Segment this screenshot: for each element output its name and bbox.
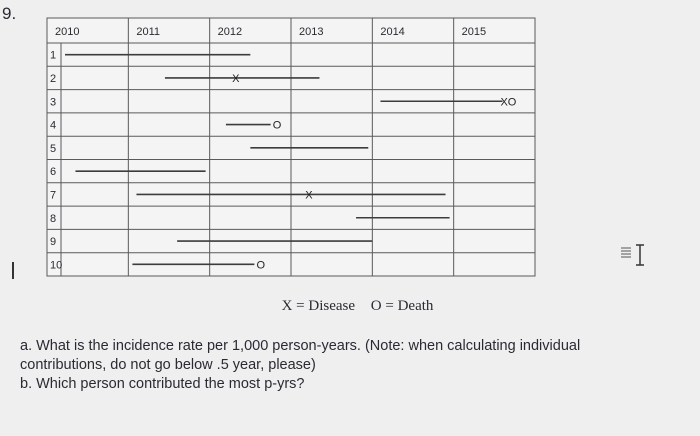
question-a: a. What is the incidence rate per 1,000 person-years. (Note: when calculating individual contributions, do not go below .5 year, please)	[20, 338, 581, 373]
questions	[20, 337, 660, 394]
question-b: b. Which person contributed the most p-yrs?	[20, 376, 305, 392]
year-header-2011: 2011	[136, 26, 160, 38]
legend-x: X = Disease	[281, 298, 356, 314]
question-number: 9.	[2, 4, 17, 23]
row-label-8: 8	[50, 212, 57, 225]
legend	[0, 298, 700, 315]
year-header-2014: 2014	[380, 26, 405, 38]
text-cursor-icon[interactable]	[617, 240, 657, 270]
row-label-7: 7	[50, 189, 57, 202]
row-label-9: 9	[50, 236, 57, 249]
event-mark-3: XO	[500, 96, 517, 109]
year-header-2010: 2010	[55, 26, 80, 38]
row-label-5: 5	[50, 142, 57, 155]
row-label-10: 10	[50, 259, 63, 272]
row-label-1: 1	[50, 49, 57, 62]
row-label-3: 3	[50, 96, 57, 109]
year-header-2012: 2012	[217, 26, 243, 38]
legend-o: O = Death	[370, 298, 434, 314]
year-header-2013: 2013	[299, 26, 324, 38]
event-mark-4: O	[272, 119, 282, 132]
event-mark-7: X	[305, 189, 313, 202]
year-header-2015: 2015	[461, 26, 487, 38]
event-mark-2: X	[232, 72, 240, 85]
row-label-2: 2	[50, 72, 57, 85]
event-mark-10: O	[256, 259, 266, 272]
row-label-4: 4	[50, 119, 57, 132]
row-label-6: 6	[50, 166, 57, 179]
